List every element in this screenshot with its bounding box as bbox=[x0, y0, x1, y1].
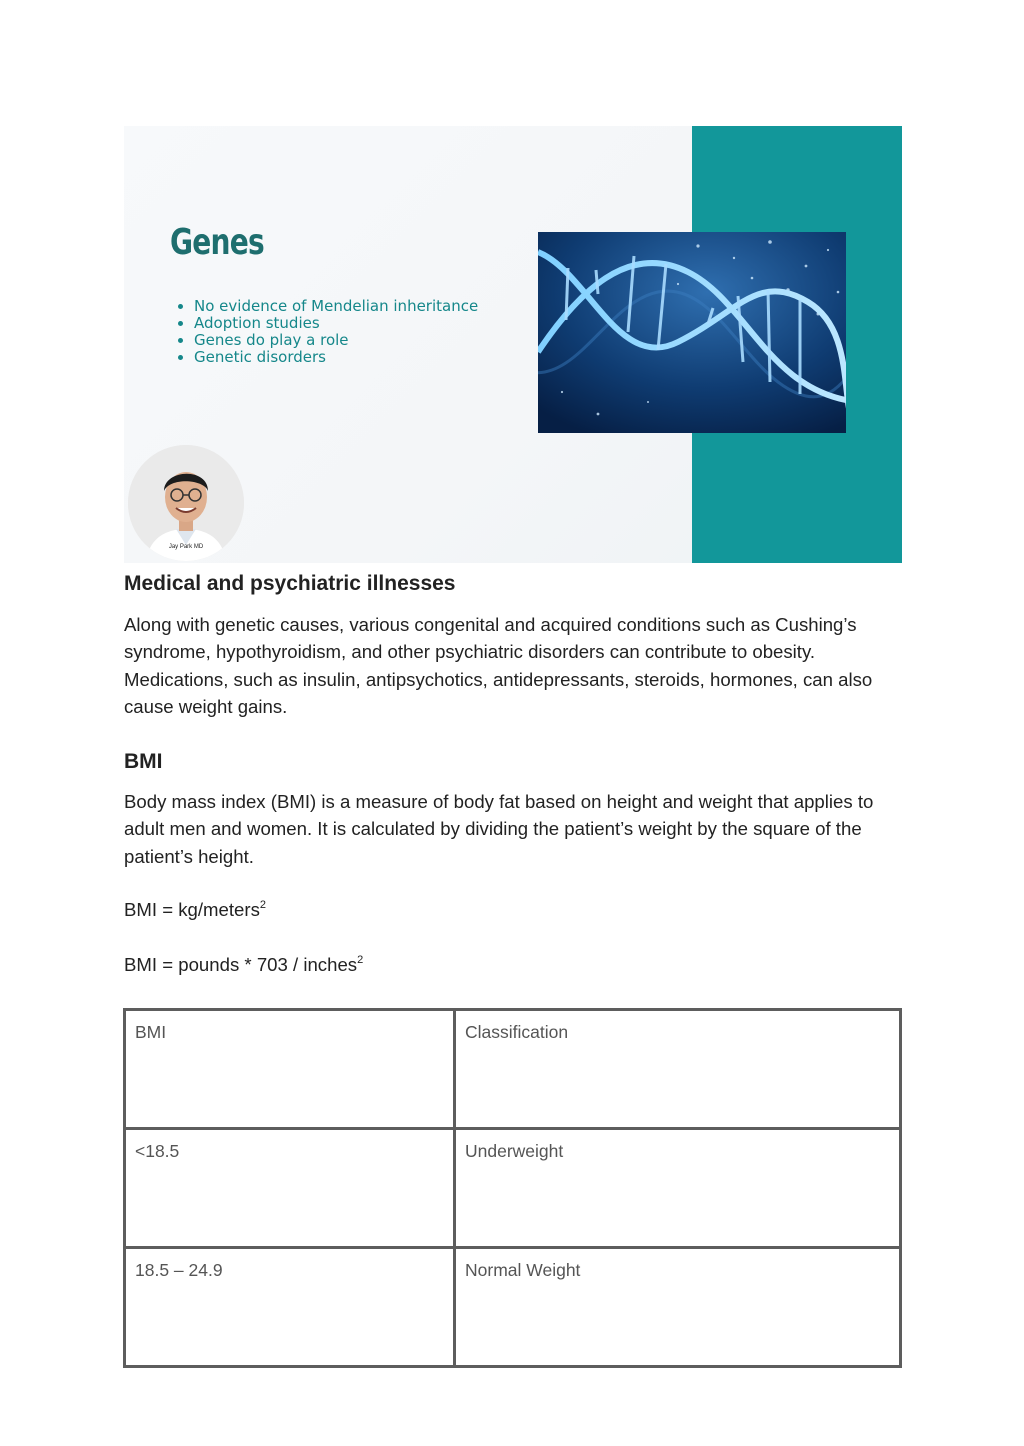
slide-bullet: • Adoption studies bbox=[194, 315, 478, 332]
genes-slide-image bbox=[124, 126, 902, 563]
dna-helix-image bbox=[538, 232, 846, 433]
section-heading-bmi: BMI bbox=[124, 750, 163, 773]
presenter-name: Jay Park MD bbox=[168, 544, 204, 550]
bmi-formula-metric bbox=[124, 899, 266, 921]
bmi-formula-imperial bbox=[124, 954, 363, 976]
formula-text: BMI = kg/meters bbox=[124, 899, 260, 920]
formula-text: BMI = pounds * 703 / inches bbox=[124, 954, 358, 975]
presenter-avatar bbox=[128, 445, 244, 561]
formula-exponent: 2 bbox=[259, 899, 267, 911]
slide-bullet: • No evidence of Mendelian inheritance bbox=[194, 298, 478, 315]
table-cell: Underweight bbox=[455, 1129, 901, 1248]
section-heading-medical: Medical and psychiatric illnesses bbox=[124, 572, 456, 595]
table-row bbox=[125, 1129, 901, 1248]
table-header-cell: BMI bbox=[125, 1010, 455, 1129]
formula-exponent: 2 bbox=[357, 954, 364, 966]
table-cell: 18.5 – 24.9 bbox=[125, 1248, 455, 1367]
slide-bullet: • Genes do play a role bbox=[194, 332, 478, 349]
table-row bbox=[125, 1248, 901, 1367]
table-cell: <18.5 bbox=[125, 1129, 455, 1248]
table-header-cell: Classification bbox=[455, 1010, 901, 1129]
slide-bullet-list bbox=[176, 298, 478, 366]
table-header-row bbox=[125, 1010, 901, 1129]
section-body-medical: Along with genetic causes, various congenital and acquired conditions such as Cushing’s syndrome, hypothyroidism, and other psychiatric disorders can contribute to obesity. Medications, such as insulin, antipsychotics, antidepressants, steroids, hormones, can also cause weight gains. bbox=[124, 614, 873, 717]
slide-bullet: • Genetic disorders bbox=[194, 349, 478, 366]
table-cell: Normal Weight bbox=[455, 1248, 901, 1367]
section-body-bmi: Body mass index (BMI) is a measure of body fat based on height and weight that applies to adult men and women. It is calculated by dividing the patient’s weight by the square of the patient’s height. bbox=[124, 791, 874, 867]
slide-title: Genes bbox=[170, 222, 264, 263]
bmi-classification-table bbox=[123, 1008, 902, 1368]
